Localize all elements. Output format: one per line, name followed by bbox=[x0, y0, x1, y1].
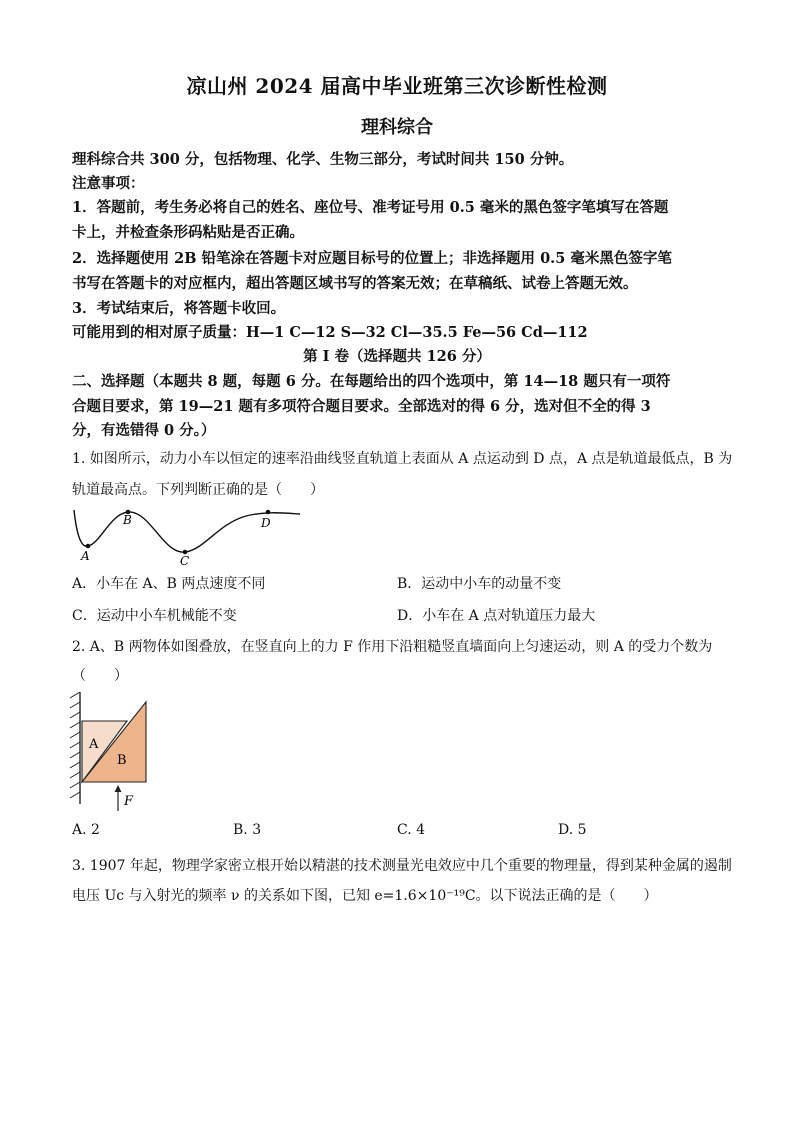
q3-stem-a: 3. 1907 年起，物理学家密立根开始以精湛的技术测量光电效应中几个重要的物理量，得到某种金属的遏制 bbox=[72, 858, 732, 874]
block-a-label: A bbox=[89, 737, 99, 752]
point-d bbox=[266, 510, 271, 515]
q1-option-b[interactable]: B．运动中小车的动量不变 bbox=[397, 576, 562, 592]
q2-option-b[interactable]: B. 3 bbox=[233, 822, 262, 838]
q2-stem-a: 2. A、B 两物体如图叠放，在竖直向上的力 F 作用下沿粗糙竖直墙面向上匀速运动，则 A 的受力个数为 bbox=[72, 639, 713, 655]
note-2a: 2．选择题使用 2B 铅笔涂在答题卡对应题目标号的位置上；非选择题用 0.5 毫米黑色签字笔 bbox=[72, 250, 672, 267]
q2-stem-b: （ ） bbox=[72, 668, 128, 684]
q1-stem-b: 轨道最高点。下列判断正确的是（ ） bbox=[72, 482, 324, 498]
q1-stem-a: 1. 如图所示，动力小车以恒定的速率沿曲线竖直轨道上表面从 A 点运动到 D 点，A 点是轨道最低点，B 为 bbox=[72, 451, 733, 467]
label-d: D bbox=[261, 516, 271, 530]
force-arrowhead bbox=[115, 785, 122, 792]
q3-stem-b: 电压 Uc 与入射光的频率 ν 的关系如下图，已知 e=1.6×10⁻¹⁹C。以下说法正确的是（ ） bbox=[72, 888, 658, 904]
label-b: B bbox=[123, 513, 132, 527]
wall-hatching bbox=[70, 692, 80, 798]
section-instructions-b: 合题目要求，第 19—21 题有多项符合题目要求。全部选对的得 6 分，选对但不全的得 3 bbox=[72, 398, 651, 415]
q1-track-diagram bbox=[68, 500, 308, 570]
label-a: A bbox=[81, 549, 90, 563]
q1-option-a[interactable]: A．小车在 A、B 两点速度不同 bbox=[72, 576, 266, 592]
point-a bbox=[86, 544, 91, 549]
note-3: 3．考试结束后，将答题卡收回。 bbox=[72, 300, 286, 317]
block-b-label: B bbox=[117, 753, 127, 768]
notice-title: 注意事项： bbox=[72, 175, 145, 192]
label-c: C bbox=[180, 554, 190, 568]
q2-option-d[interactable]: D. 5 bbox=[558, 822, 587, 838]
intro-line: 理科综合共 300 分，包括物理、化学、生物三部分，考试时间共 150 分钟。 bbox=[72, 151, 574, 168]
exam-title: 凉山州 2024 届高中毕业班第三次诊断性检测 bbox=[186, 74, 608, 98]
section-instructions-c: 分，有选错得 0 分。） bbox=[72, 422, 216, 439]
atomic-mass-line: 可能用到的相对原子质量：H—1 C—12 S—32 Cl—35.5 Fe—56 Cd—112 bbox=[72, 324, 588, 341]
force-label: F bbox=[124, 794, 134, 809]
note-2b: 书写在答题卡的对应框内，超出答题区域书写的答案无效；在草稿纸、试卷上答题无效。 bbox=[72, 275, 638, 292]
note-1a: 1．答题前，考生务必将自己的姓名、座位号、准考证号用 0.5 毫米的黑色签字笔填写在答题 bbox=[72, 199, 669, 216]
note-1b: 卡上，并检查条形码粘贴是否正确。 bbox=[72, 224, 304, 241]
section-instructions-a: 二、选择题（本题共 8 题，每题 6 分。在每题给出的四个选项中，第 14—18 题只有一项符 bbox=[72, 373, 671, 390]
q2-option-a[interactable]: A. 2 bbox=[72, 822, 100, 838]
exam-subtitle: 理科综合 bbox=[361, 117, 433, 138]
part1-heading: 第 I 卷（选择题共 126 分） bbox=[303, 348, 491, 365]
q2-blocks-diagram bbox=[68, 692, 158, 814]
q1-option-c[interactable]: C．运动中小车机械能不变 bbox=[72, 608, 237, 624]
q1-option-d[interactable]: D．小车在 A 点对轨道压力最大 bbox=[397, 608, 596, 624]
q2-option-c[interactable]: C. 4 bbox=[397, 822, 426, 838]
